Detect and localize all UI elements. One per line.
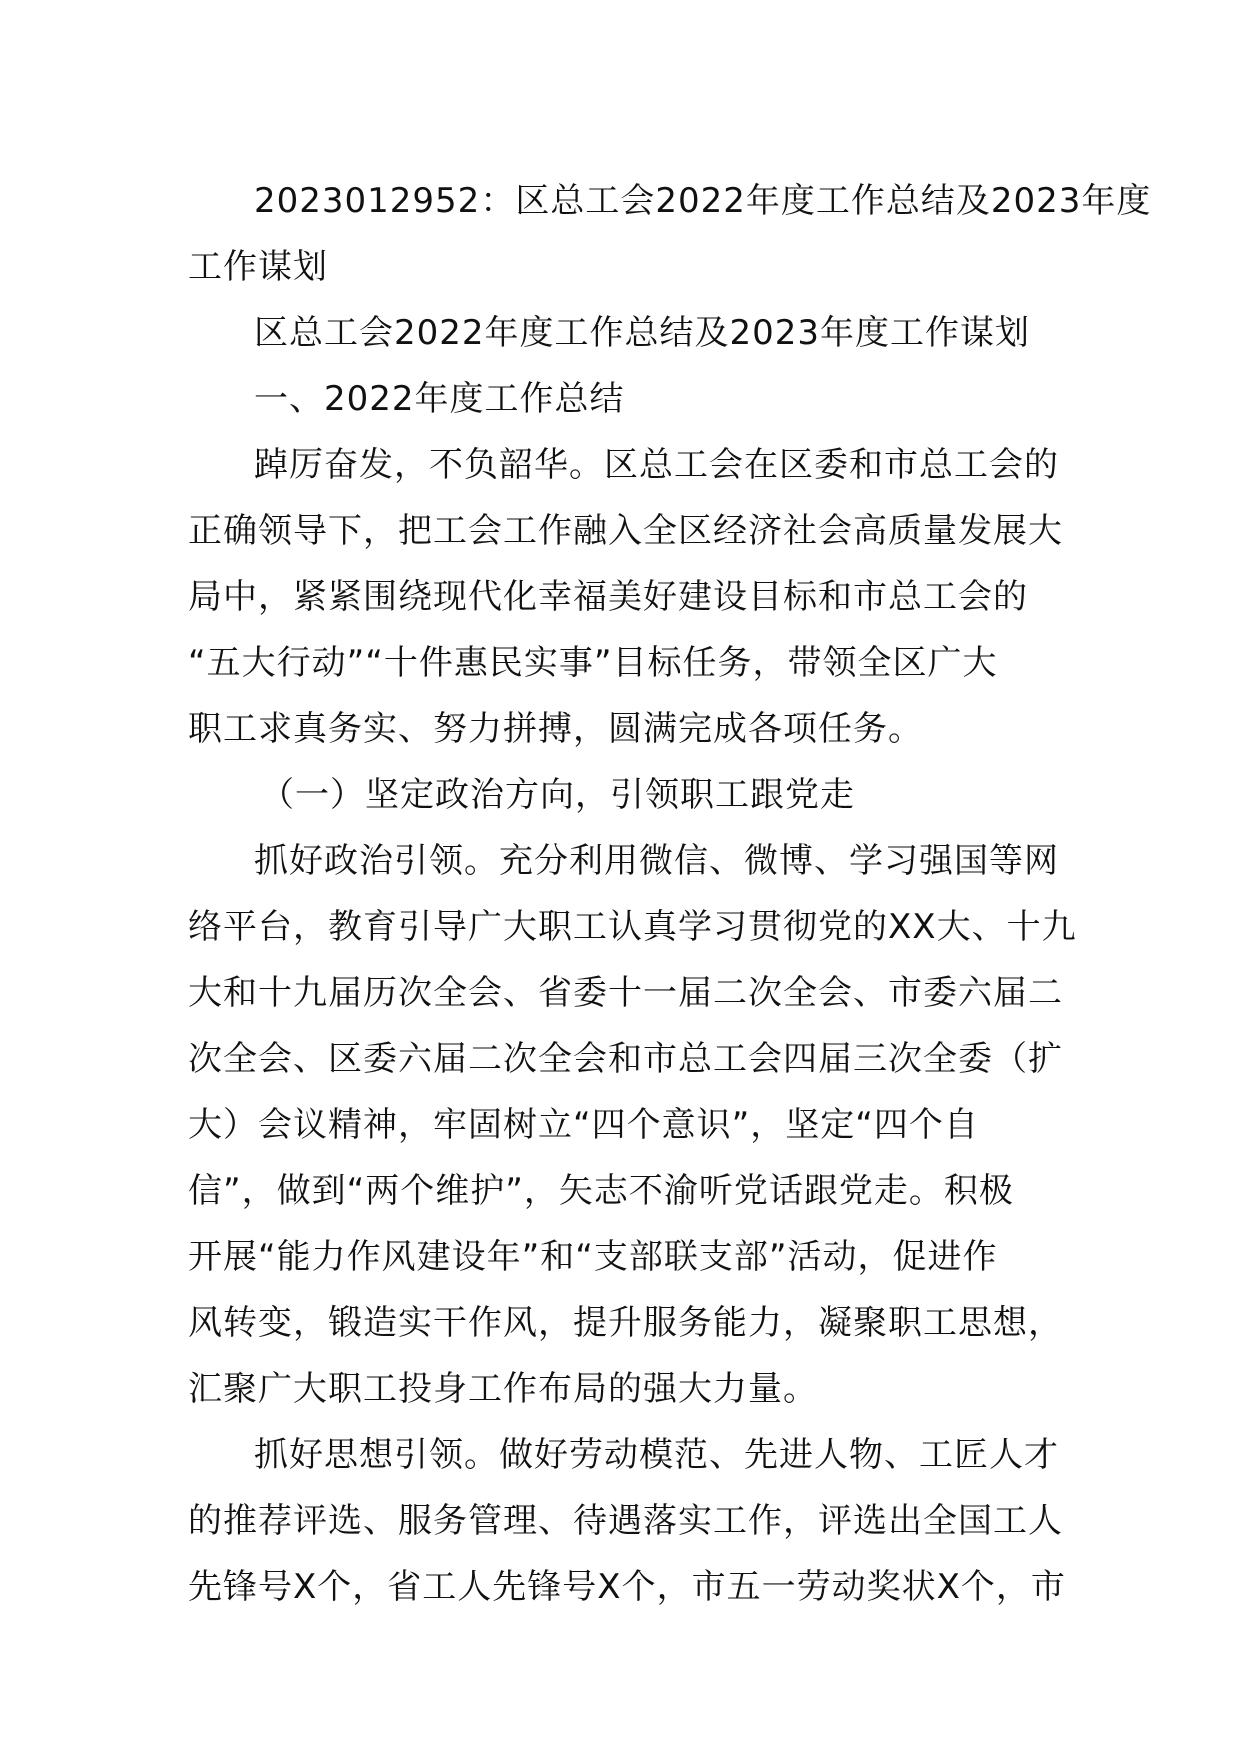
paragraph-line: 踔厉奋发，不负韶华。区总工会在区委和市总工会的 <box>254 445 1059 485</box>
paragraph-line: 抓好思想引领。做好劳动模范、先进人物、工匠人才 <box>254 1435 1059 1475</box>
paragraph-line: 职工求真务实、努力拼搏，圆满完成各项任务。 <box>188 709 923 749</box>
paragraph-line: 正确领导下，把工会工作融入全区经济社会高质量发展大 <box>188 511 1063 551</box>
paragraph-line: 信”，做到“两个维护”，矢志不渝听党话跟党走。积极 <box>188 1171 1014 1211</box>
paragraph-line: “五大行动”“十件惠民实事”目标任务，带领全区广大 <box>188 643 998 683</box>
paragraph-intro <box>188 432 1063 762</box>
paragraph-line: 大和十九届历次全会、省委十一届二次全会、市委六届二 <box>188 973 1063 1013</box>
paragraph-line: 先锋号X个，省工人先锋号X个，市五一劳动奖状X个，市 <box>188 1567 1066 1607</box>
section-title-1: 一、2022年度工作总结 <box>254 379 625 419</box>
paragraph-political-guidance <box>188 828 1077 1422</box>
paragraph-line: 开展“能力作风建设年”和“支部联支部”活动，促进作 <box>188 1237 998 1277</box>
document-heading: 区总工会2022年度工作总结及2023年度工作谋划 <box>254 313 1031 353</box>
document-body <box>188 168 1152 1620</box>
paragraph-line: 的推荐评选、服务管理、待遇落实工作，评选出全国工人 <box>188 1501 1063 1541</box>
paragraph-line: 次全会、区委六届二次全会和市总工会四届三次全委（扩 <box>188 1039 1063 1079</box>
document-title-line-2: 工作谋划 <box>188 247 328 287</box>
paragraph-line: 抓好政治引领。充分利用微信、微博、学习强国等网 <box>254 841 1059 881</box>
paragraph-line: 汇聚广大职工投身工作布局的强大力量。 <box>188 1369 818 1409</box>
paragraph-line: 大）会议精神，牢固树立“四个意识”，坚定“四个自 <box>188 1105 979 1145</box>
subsection-title-1: （一）坚定政治方向，引领职工跟党走 <box>260 775 855 815</box>
paragraph-line: 局中，紧紧围绕现代化幸福美好建设目标和市总工会的 <box>188 577 1028 617</box>
paragraph-line: 风转变，锻造实干作风，提升服务能力，凝聚职工思想， <box>188 1303 1063 1343</box>
paragraph-ideological-guidance <box>188 1422 1066 1620</box>
document-title-line-1: 2023012952：区总工会2022年度工作总结及2023年度 <box>254 181 1152 221</box>
paragraph-line: 络平台，教育引导广大职工认真学习贯彻党的XX大、十九 <box>188 907 1077 947</box>
